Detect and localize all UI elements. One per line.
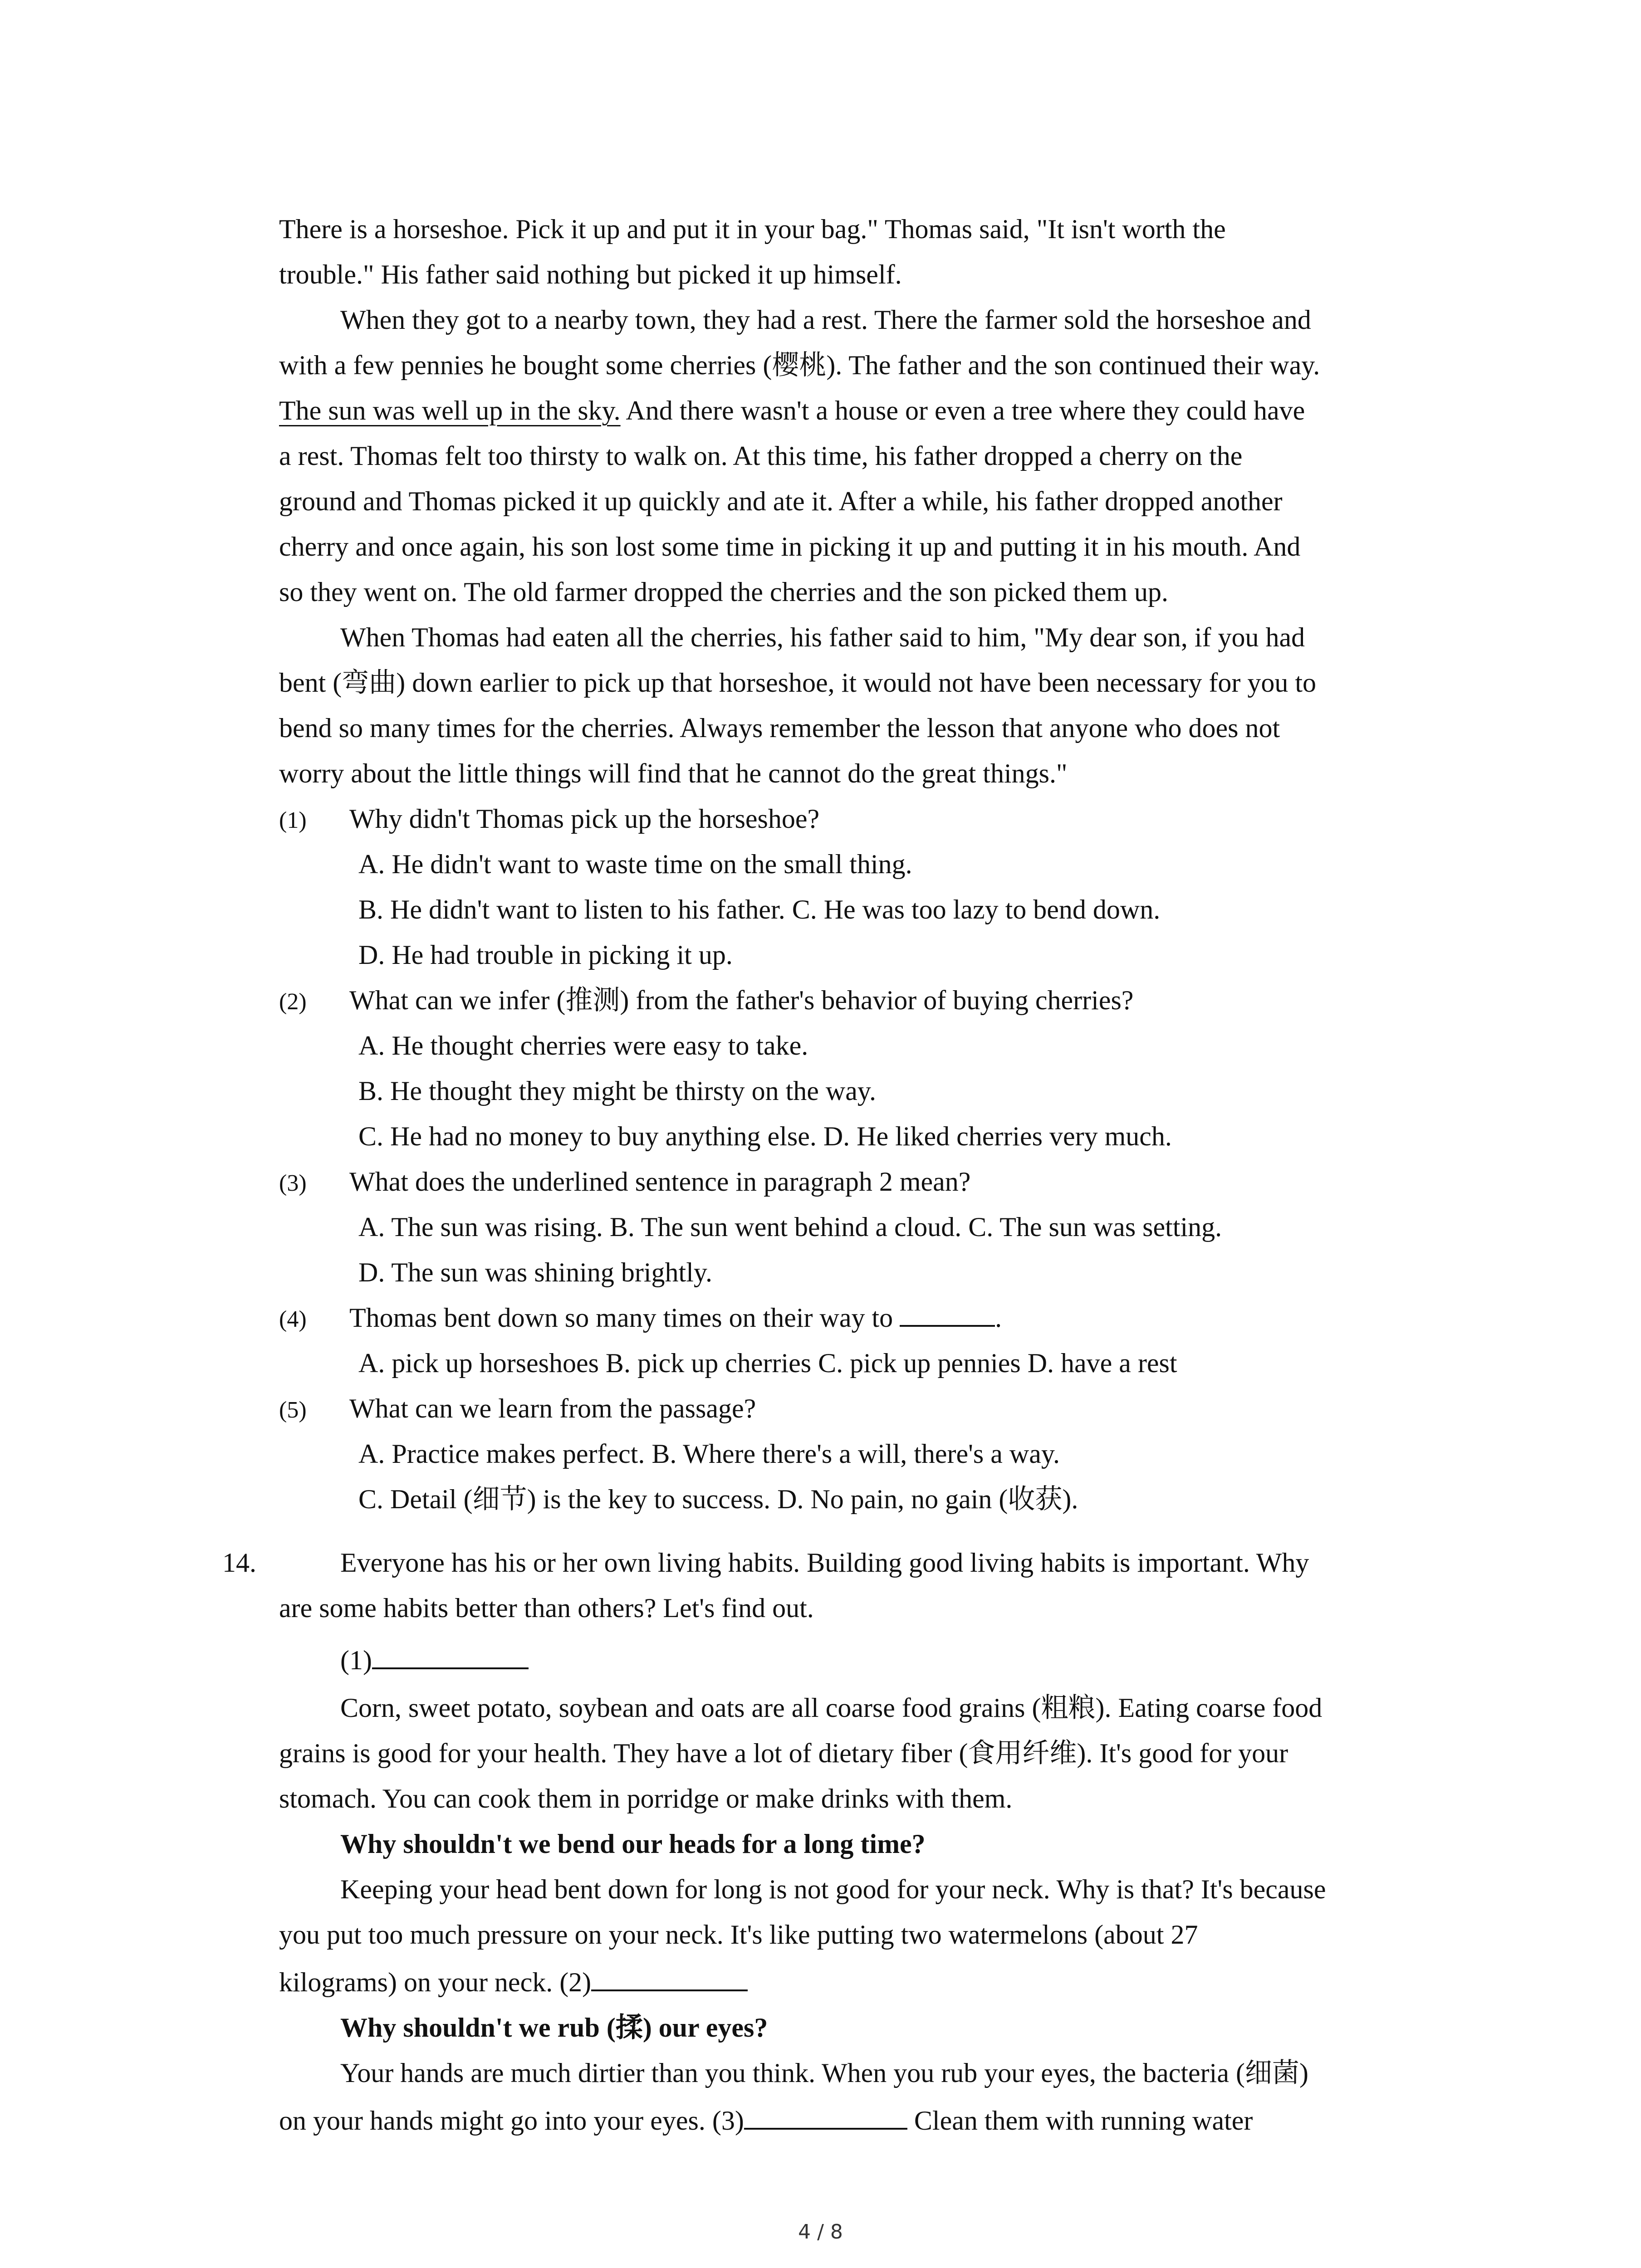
text-line (279, 2098, 1253, 2143)
text-line: Your hands are much dirtier than you think. When you rub your eyes, the bacteria (细菌) (340, 2058, 1308, 2088)
option-line: B. He thought they might be thirsty on the way. (358, 1076, 876, 1106)
page-number: 4 / 8 (798, 2220, 843, 2244)
text-line (222, 1540, 1309, 1585)
text-line: are some habits better than others? Let's find out. (279, 1593, 814, 1623)
answer-blank[interactable] (900, 1304, 995, 1327)
text-line: trouble." His father said nothing but picked it up himself. (279, 259, 902, 289)
text-line: a rest. Thomas felt too thirsty to walk on. At this time, his father dropped a cherry on the (279, 441, 1243, 471)
question-text: What can we learn from the passage? (349, 1393, 756, 1423)
question-number: (1) (279, 807, 307, 833)
text-line: cherry and once again, his son lost some time in picking it up and putting it in his mouth. And (279, 532, 1301, 562)
text-line: worry about the little things will find that he cannot do the great things." (279, 758, 1068, 788)
option-line: D. The sun was shining brightly. (358, 1257, 712, 1287)
text-line: Keeping your head bent down for long is not good for your neck. Why is that? It's because (340, 1874, 1326, 1904)
option-line: A. He thought cherries were easy to take. (358, 1031, 808, 1061)
question-5 (279, 1386, 756, 1431)
option-line: B. He didn't want to listen to his father. C. He was too lazy to bend down. (358, 894, 1161, 924)
question-text: Why didn't Thomas pick up the horseshoe? (349, 804, 820, 834)
text-line: Corn, sweet potato, soybean and oats are all coarse food grains (粗粮). Eating coarse food (340, 1693, 1323, 1723)
text-line: so they went on. The old farmer dropped the cherries and the son picked them up. (279, 577, 1168, 607)
option-line: A. He didn't want to waste time on the small thing. (358, 849, 912, 879)
question-number: 14. (222, 1548, 256, 1578)
text-line: grains is good for your health. They have a lot of dietary fiber (食用纤维). It's good for your (279, 1738, 1288, 1768)
option-line: D. He had trouble in picking it up. (358, 940, 733, 970)
text-line (279, 1960, 748, 2005)
text-line: bend so many times for the cherries. Always remember the lesson that anyone who does not (279, 713, 1280, 743)
question-text: Thomas bent down so many times on their way to (349, 1303, 900, 1333)
text-segment: Everyone has his or her own living habits. Building good living habits is important. Why (340, 1548, 1309, 1578)
question-4 (279, 1295, 1002, 1340)
answer-blank[interactable] (372, 1647, 529, 1669)
question-3 (279, 1159, 970, 1204)
blank-label: (2) (559, 1967, 592, 1997)
text-line: with a few pennies he bought some cherries (樱桃). The father and the son continued their way. (279, 350, 1320, 380)
question-text: . (995, 1303, 1002, 1333)
blank-label: (1) (340, 1645, 372, 1675)
answer-blank[interactable] (744, 2107, 907, 2130)
question-2 (279, 978, 1133, 1023)
text-line: ground and Thomas picked it up quickly and ate it. After a while, his father dropped another (279, 486, 1283, 516)
text-segment: And there wasn't a house or even a tree where they could have (620, 396, 1305, 425)
underlined-sentence: The sun was well up in the sky. (279, 396, 621, 425)
question-number: (3) (279, 1170, 307, 1196)
section-heading: Why shouldn't we bend our heads for a long time? (340, 1829, 926, 1859)
option-line: C. He had no money to buy anything else. D. He liked cherries very much. (358, 1121, 1172, 1151)
question-number: (2) (279, 989, 307, 1015)
question-text: What can we infer (推测) from the father's behavior of buying cherries? (349, 985, 1134, 1015)
option-line: C. Detail (细节) is the key to success. D. No pain, no gain (收获). (358, 1484, 1078, 1514)
question-number: (4) (279, 1306, 307, 1332)
option-line: A. pick up horseshoes B. pick up cherries C. pick up pennies D. have a rest (358, 1348, 1177, 1378)
text-line: There is a horseshoe. Pick it up and put it in your bag." Thomas said, "It isn't worth the (279, 214, 1226, 244)
text-segment: kilograms) on your neck. (279, 1967, 560, 1997)
text-line: stomach. You can cook them in porridge or make drinks with them. (279, 1784, 1013, 1813)
blank-line-1 (340, 1637, 529, 1683)
answer-blank[interactable] (591, 1969, 748, 1991)
text-line: When Thomas had eaten all the cherries, his father said to him, "My dear son, if you had (340, 622, 1305, 652)
text-line: When they got to a nearby town, they had a rest. There the farmer sold the horseshoe and (340, 305, 1311, 335)
question-1 (279, 796, 819, 841)
question-text: What does the underlined sentence in paragraph 2 mean? (349, 1167, 971, 1197)
option-line: A. The sun was rising. B. The sun went behind a cloud. C. The sun was setting. (358, 1212, 1222, 1242)
text-line (279, 388, 1305, 433)
question-number: (5) (279, 1397, 307, 1423)
section-heading: Why shouldn't we rub (揉) our eyes? (340, 2013, 768, 2043)
text-segment: on your hands might go into your eyes. (279, 2106, 712, 2136)
text-line: you put too much pressure on your neck. It's like putting two watermelons (about 27 (279, 1920, 1198, 1950)
text-line: bent (弯曲) down earlier to pick up that horseshoe, it would not have been necessary for you to (279, 668, 1317, 698)
blank-label: (3) (712, 2106, 744, 2136)
text-segment: Clean them with running water (907, 2106, 1253, 2136)
option-line: A. Practice makes perfect. B. Where there's a will, there's a way. (358, 1439, 1060, 1469)
